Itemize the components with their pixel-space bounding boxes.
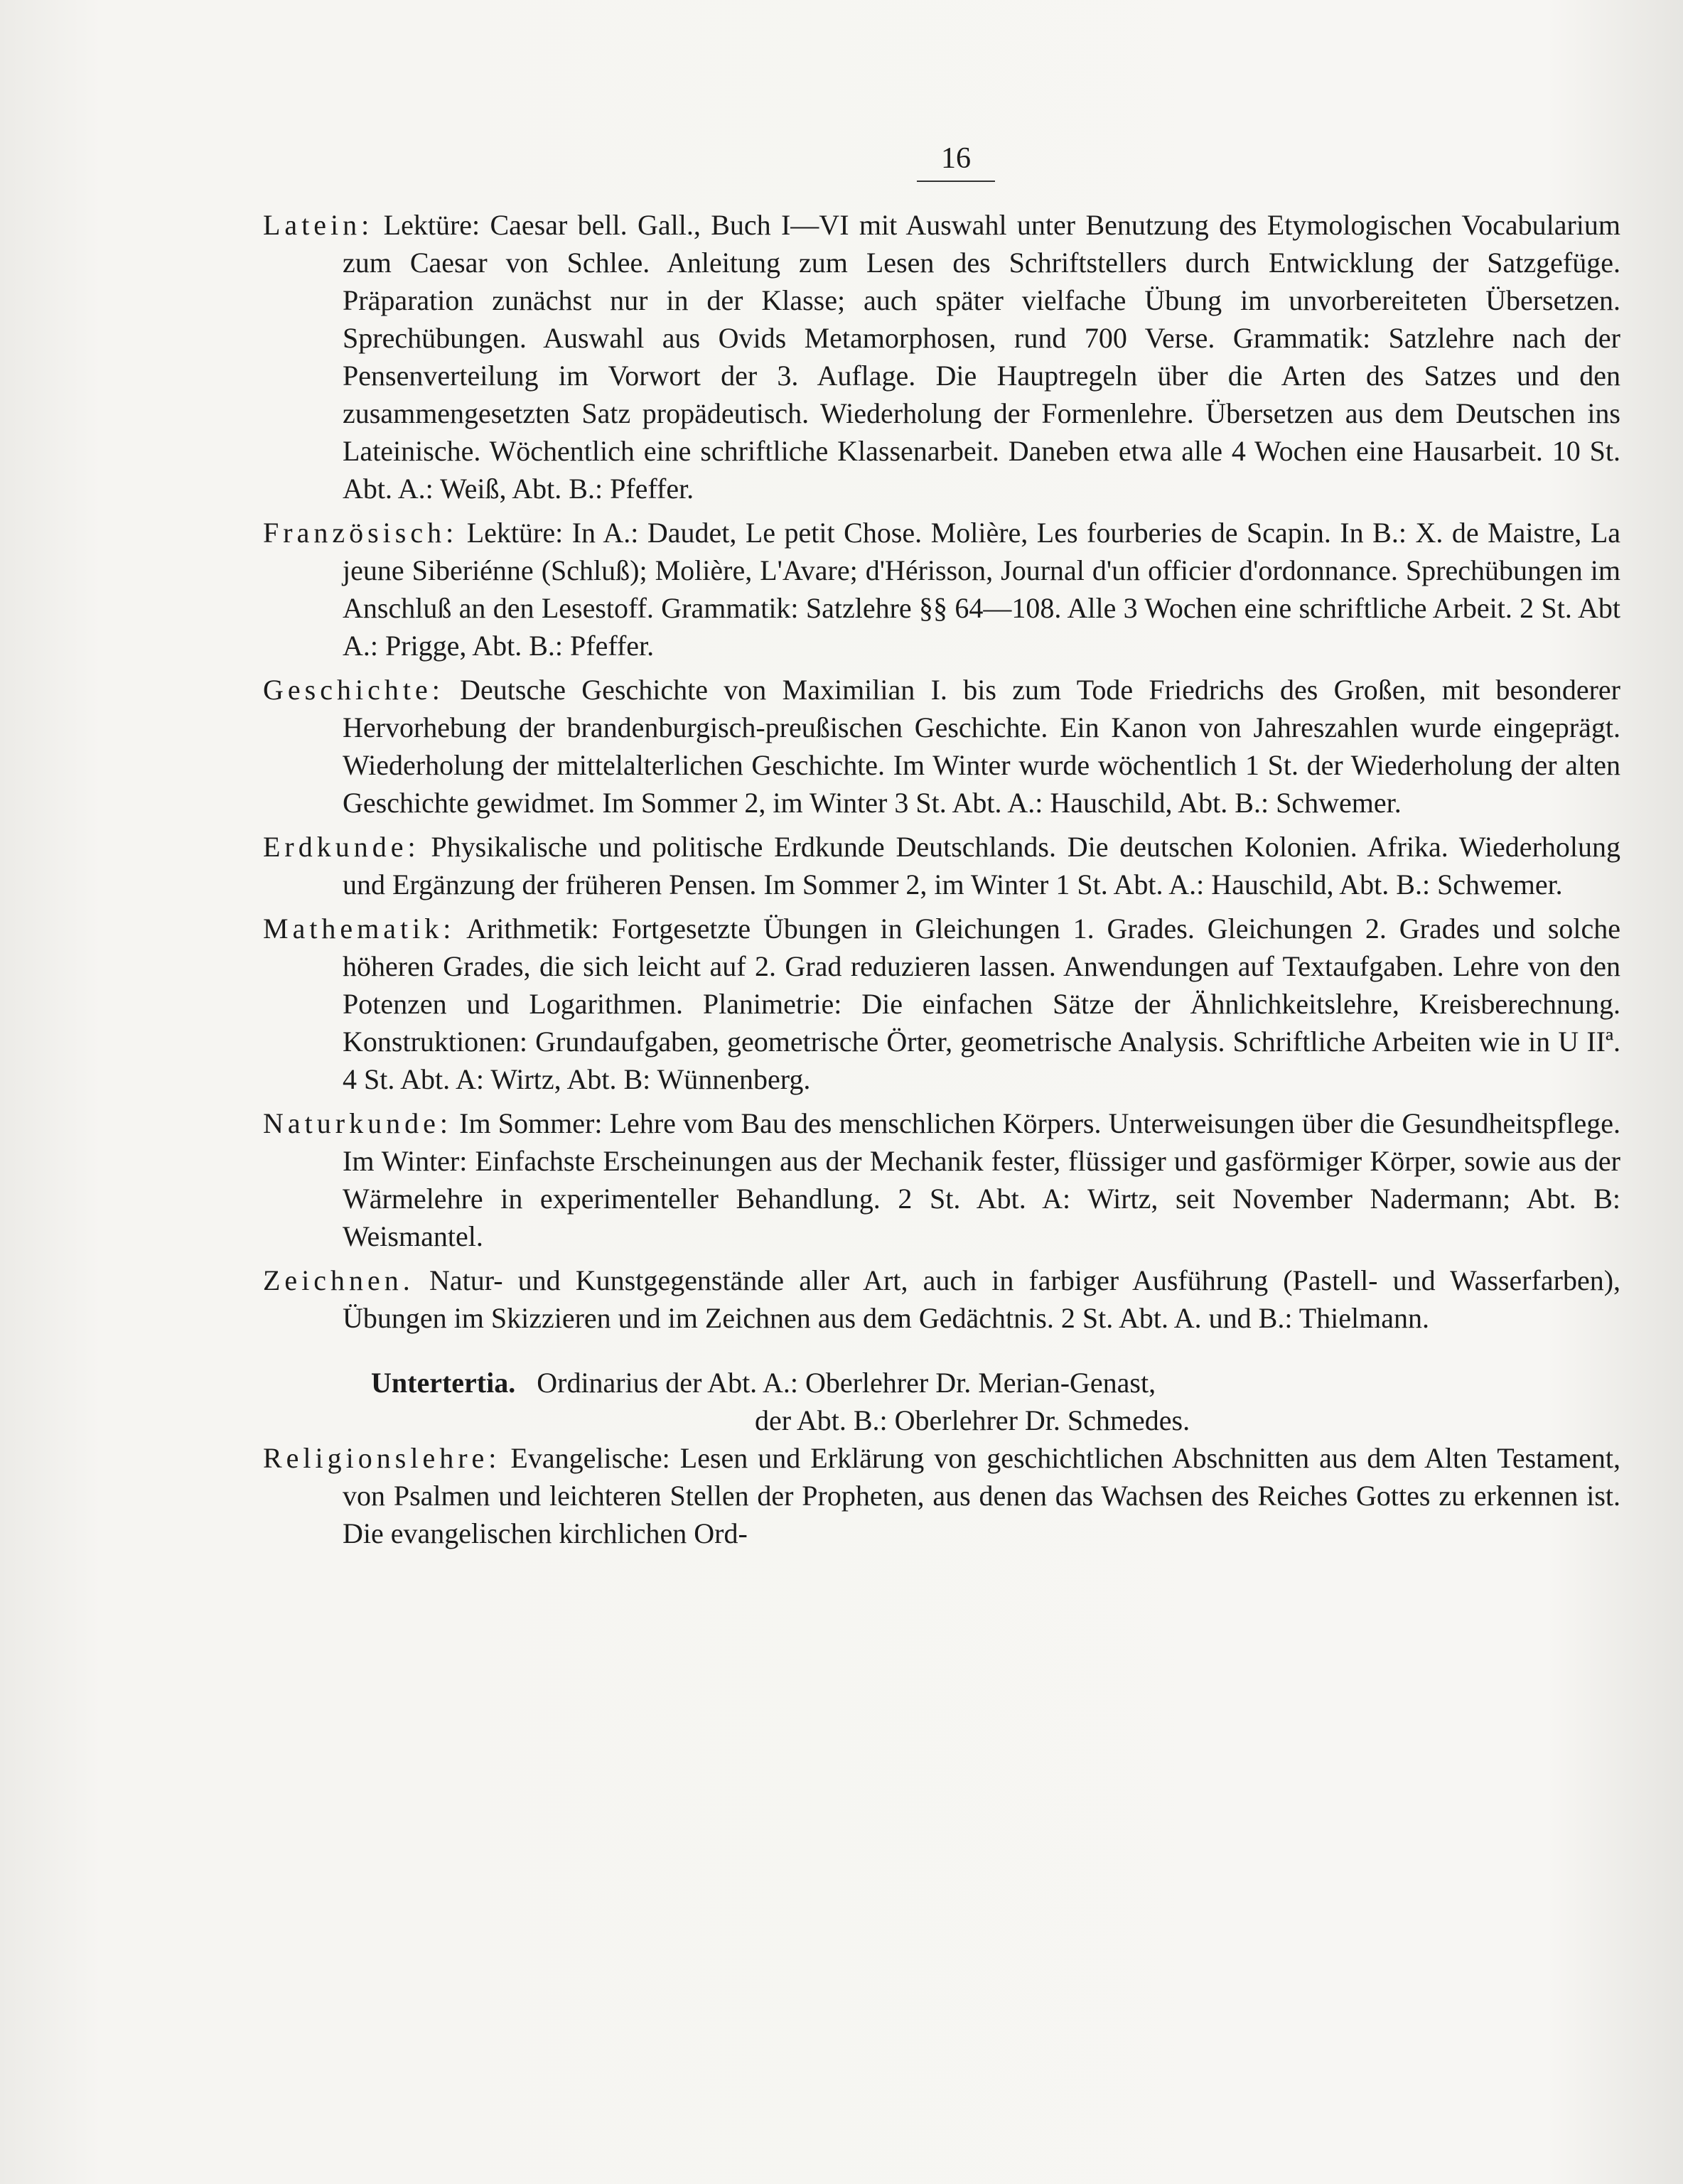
entry-label: Religionslehre:	[263, 1442, 501, 1474]
entry-erdkunde	[263, 828, 1620, 903]
entry-text: Im Sommer: Lehre vom Bau des menschlichen Körpers. Unterweisungen über die Gesundheitspflege. Im Winter: Einfachste Erscheinungen aus der Mechanik fester, flüssiger und gasförmiger Körper, sowie aus der Wärmelehre in experimenteller Behandlung. 2 St. Abt. A: Wirtz, seit November Nadermann; Abt. B: Weismantel.	[343, 1107, 1621, 1252]
section-ordinarius-a: Ordinarius der Abt. A.: Oberlehrer Dr. Merian-Genast,	[537, 1367, 1156, 1399]
entry-geschichte	[263, 671, 1620, 822]
entry-franzoesisch	[263, 514, 1620, 665]
page-content	[263, 206, 1620, 1559]
entry-label: Geschichte:	[263, 674, 444, 706]
section-ordinarius-b: der Abt. B.: Oberlehrer Dr. Schmedes.	[755, 1404, 1190, 1436]
entry-label: Naturkunde:	[263, 1107, 452, 1139]
entry-latein	[263, 206, 1620, 507]
section-heading-untertertia	[263, 1364, 1620, 1439]
entry-text: Natur- und Kunstgegenstände aller Art, auch in farbiger Ausführung (Pastell- und Wasserfarben), Übungen im Skizzieren und im Zeichnen aus dem Gedächtnis. 2 St. Abt. A. und B.: Thielmann.	[343, 1264, 1621, 1334]
entry-label: Mathematik:	[263, 913, 456, 945]
page-number: 16	[917, 141, 995, 182]
entry-text: Arithmetik: Fortgesetzte Übungen in Gleichungen 1. Grades. Gleichungen 2. Grades und solche höheren Grades, die sich leicht auf 2. Grad reduzieren lassen. Anwendungen auf Textaufgaben. Lehre von den Potenzen und Logarithmen. Planimetrie: Die einfachen Sätze der Ähnlichkeitslehre, Kreisberechnung. Konstruktionen: Grundaufgaben, geometrische Örter, geometrische Analysis. Schriftliche Arbeiten wie in U IIª. 4 St. Abt. A: Wirtz, Abt. B: Wünnenberg.	[343, 913, 1620, 1095]
entry-mathematik	[263, 910, 1620, 1098]
entry-label: Französisch:	[263, 517, 458, 549]
section-title: Untertertia.	[371, 1367, 516, 1399]
entry-text: Lektüre: In A.: Daudet, Le petit Chose. Molière, Les fourberies de Scapin. In B.: X. de Maistre, La jeune Siberiénne (Schluß); Molière, L'Avare; d'Hérisson, Journal d'un officier d'ordonnance. Sprechübungen im Anschluß an den Lesestoff. Grammatik: Satzlehre §§ 64—108. Alle 3 Wochen eine schriftliche Arbeit. 2 St. Abt A.: Prigge, Abt. B.: Pfeffer.	[343, 517, 1620, 662]
entry-religionslehre	[263, 1439, 1620, 1552]
entry-text: Physikalische und politische Erdkunde Deutschlands. Die deutschen Kolonien. Afrika. Wiederholung und Ergänzung der früheren Pensen. Im Sommer 2, im Winter 1 St. Abt. A.: Hauschild, Abt. B.: Schwemer.	[343, 831, 1620, 900]
entry-naturkunde	[263, 1104, 1620, 1255]
entry-label: Zeichnen.	[263, 1264, 414, 1296]
entry-label: Latein:	[263, 209, 374, 241]
entry-text: Lektüre: Caesar bell. Gall., Buch I—VI mit Auswahl unter Benutzung des Etymologischen Vocabularium zum Caesar von Schlee. Anleitung zum Lesen des Schriftstellers durch Entwicklung der Satzgefüge. Präparation zunächst nur in der Klasse; auch später vielfache Übung im unvorbereiteten Übersetzen. Sprechübungen. Auswahl aus Ovids Metamorphosen, rund 700 Verse. Grammatik: Satzlehre nach der Pensenverteilung im Vorwort der 3. Auflage. Die Hauptregeln über die Arten des Satzes und den zusammengesetzten Satz propädeutisch. Wiederholung der Formenlehre. Übersetzen aus dem Deutschen ins Lateinische. Wöchentlich eine schriftliche Klassenarbeit. Daneben etwa alle 4 Wochen eine Hausarbeit. 10 St. Abt. A.: Weiß, Abt. B.: Pfeffer.	[343, 209, 1621, 505]
entry-text: Evangelische: Lesen und Erklärung von geschichtlichen Abschnitten aus dem Alten Testament, von Psalmen und leichteren Stellen der Propheten, aus denen das Wachsen des Reiches Gottes zu erkennen ist. Die evangelischen kirchlichen Ord-	[343, 1442, 1620, 1549]
entry-text: Deutsche Geschichte von Maximilian I. bis zum Tode Friedrichs des Großen, mit besonderer Hervorhebung der brandenburgisch-preußischen Geschichte. Ein Kanon von Jahreszahlen wurde eingeprägt. Wiederholung der mittelalterlichen Geschichte. Im Winter wurde wöchentlich 1 St. der Wiederholung der alten Geschichte gewidmet. Im Sommer 2, im Winter 3 St. Abt. A.: Hauschild, Abt. B.: Schwemer.	[343, 674, 1621, 819]
entry-zeichnen	[263, 1262, 1620, 1337]
entry-label: Erdkunde:	[263, 831, 420, 863]
